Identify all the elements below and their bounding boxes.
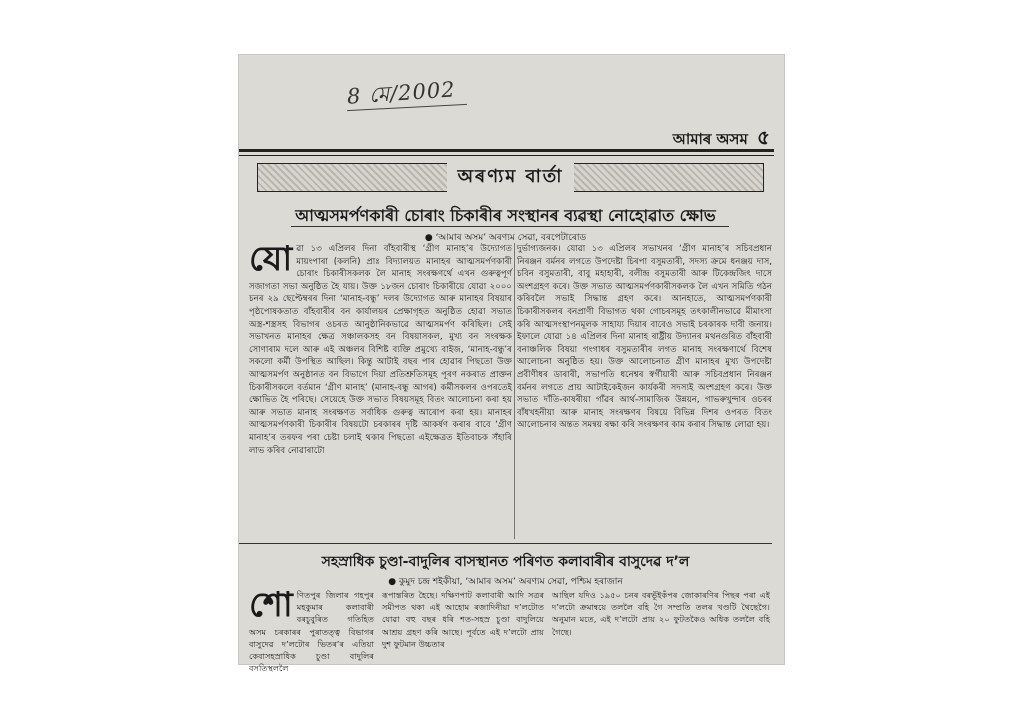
story2-byline: ● কুমুদ চন্দ্ৰ শইকীয়া, ‘আমাৰ অসম’ অৰণ্যম সেৱা, পশ্চিম হৰাজান [388, 577, 623, 587]
story2-column-1 [249, 585, 374, 674]
story2-column-1-text: ণিতপুৰ জিলাৰ গহপুৰ মহকুমাৰ কলাবাৰী বৰচুবুৰিত গতিহিত অসম চৰকাৰৰ পুৰাতত্ত্ব বিভাগৰ বাসুদেৱ দ’লটোৰ ভিতৰ’ৰ এতিয়া কেবাসহস্ৰাধিক চুণ্ডা বাদুলিৰ বসতিস্থললৈ [249, 590, 374, 674]
story1-dropcap: যো [249, 239, 293, 279]
story2-headline: সহস্ৰাধিক চুণ্ডা-বাদুলিৰ বাসস্থানত পৰিণত কলাবাৰীৰ বাসুদেৱ দ’ল [321, 554, 690, 570]
masthead-rule-thick [239, 149, 774, 152]
handwritten-date: 8 মে/2002 [346, 77, 457, 109]
story1-column-1 [249, 239, 512, 535]
story1-column-2: দুৰ্ভাগ্যজনক। যোৱা ১৩ এপ্ৰিলৰ সভাখনৰ ‘গ্ৰীণ মানাহ’ৰ সচিবপ্ৰধান নিৰঞ্জন বৰ্মনৰ লগতে উপদেষ্টা চিৰপা বসুমতাৰী, সদস্য ক্ৰমে ধনঞ্জয় দাস, চবিন বসুমতাৰী, বাবু মহাহাৰী, বলীন্দ্ৰ বসুমতাৰী আৰু টিকেন্দ্ৰজিৎ দাসে অংশগ্ৰহণ কৰে। উক্ত সভাত আত্মসমৰ্পণকাৰীসকলক লৈ এখন সমিতি গঠন কৰিবলৈ সভাই সিদ্ধান্ত গ্ৰহণ কৰে। আনহাতে, আত্মসমৰ্পণকাৰী চিকাৰীসকলৰ বনপ্ৰাণী বিভাগত থকা গোচৰসমূহ তৎকালীনভাৱে মীমাংসা কৰি আত্মসংস্থাপনমূলক সাহায্য দিয়াৰ বাবেও সভাই চৰকাৰক দাবী জনায়। ইফালে যোৱা ১৪ এপ্ৰিলৰ দিনা মানাহ ৰাষ্ট্ৰীয় উদ্যানৰ মথনগুৰিত বাঁহবাৰী বনাঞ্চলিক বিষয়া গংগাধৰ বসুমতাৰীৰ লগত মানাহ সংৰক্ষণাৰ্থে বিশেষ আলোচনা অনুষ্ঠিত হয়। উক্ত আলোচনাত গ্ৰীণ মানাহৰ মুখ্য উপদেষ্টা প্ৰবীণীধৰ ডাৰাৰী, সভাপতি ধনেশ্বৰ স্বৰ্গীয়াৰী আৰু সচিবপ্ৰধান নিৰঞ্জন বৰ্মনৰ লগতে প্ৰায় আটাইকেইজন কাৰ্যকৰী সদস্যই অংশগ্ৰহণ কৰে। উক্ত সভাত দাঁতি-কাষৰীয়া গাঁৱৰ আৰ্থ-সামাজিক উন্নয়ন, গাভৰুখুন্দাৰ ওচৰৰ বাঁধখহনীয়া আৰু মানাহ সংৰক্ষণৰ বিষয়ে বিভিন্ন দিশৰ ওপৰত বিতং আলোচনাৰ অন্তত সমন্বয় ৰক্ষা কৰি সংৰক্ষণৰ কাম কৰাৰ সিদ্ধান্ত লোৱা হয়। [517, 244, 772, 431]
newspaper-clipping [239, 55, 784, 674]
story1-byline: ● ‘আমাৰ অসম’ অৰণ্যম সেৱা, বৰপেটাৰোড [424, 233, 587, 243]
story2-column-2: ৰূপান্তৰিত হৈছে। দক্ষিণপাট কলাবাৰী আদি সত্ৰৰ সমীপত থকা এই আহোম ৰজাদিনীয়া দ’লটোত যোৱা বহু বছৰ ধৰি শত-সহস্ৰ চুণ্ডা বাদুলিয়ে আশ্ৰয় গ্ৰহণ কৰি আছে। পূৰ্বতে এই দ’লটো প্ৰায় দুশ ফুটমান উচ্চতাৰ [382, 590, 544, 649]
masthead-label: আমাৰ অসম [672, 130, 748, 148]
story1-headline: আত্মসমৰ্পণকাৰী চোৰাং চিকাৰীৰ সংস্থানৰ ব্যৱস্থা নোহোৱাত ক্ষোভ [295, 206, 716, 225]
story2-dropcap: শো [249, 585, 293, 625]
story1-column-1-text: ৱা ১৩ এপ্ৰিলৰ দিনা বাঁহবাৰীস্থ ‘গ্ৰীণ মানাহ’ৰ উদ্যোগত মায়ংপাৰা (কলনি) প্ৰাঃ বিদ্যালয়ত মানাহৰ আত্মসমৰ্পণকাৰী চোৰাং চিকাৰীসকলক লৈ মানাহ সংৰক্ষণৰ্থে এখন গুৰুত্বপূৰ্ণ সজাগতা সভা অনুষ্ঠিত হৈ যায়। উক্ত ১৮জন চোৰাং চিকাৰীয়ে যোৱা ২০০০ চনৰ ২৯ ছেপ্টেম্বৰৰ দিনা ‘মানাহ-বন্ধু’ দলৰ উদ্যোগত আৰু মানাহৰ বিষয়াৰ পৃষ্ঠপোষকতাত বাঁহবাৰীৰ বন কাৰ্যালয়ৰ প্ৰেক্ষাগৃহত অনুষ্ঠিত হোৱা সভাত অস্ত্ৰ-শস্ত্ৰসহ বিভাগৰ ওচৰত আনুষ্ঠানিকভাৱে আত্মসমৰ্পণ কৰিছিল। সেই সভাখনত মানাহৰ ক্ষেত্ৰ সঞ্চালকসহ বন বিষয়াসকল, মুখ্য বন সংৰক্ষক সোণাৰাম দলে আৰু এই অঞ্চলৰ বিশিষ্ট ব্যক্তি প্ৰমুখ্যে বাইজ, ‘মানাহ-বন্ধু’ৰ সকলো কৰ্মী উপস্থিত আছিল। কিন্তু আটাই বছৰ পাৰ হোৱাৰ পিছতো উক্ত আত্মসমৰ্পণ অনুষ্ঠানত বন বিভাগে দিয়া প্ৰতিশ্ৰুতিসমূহ পূৰণ নকৰাত প্ৰাক্তন চিকাৰীসকলে বৰ্তমান ‘গ্ৰীণ মানাহ’ (মানাহ-বন্ধু আগৰ) কৰ্মীসকলৰ ওপৰতেই ক্ষোভিত হৈ পৰিছে। সেয়েহে উক্ত সভাত বিষয়সমূহ বিতং আলোচনা কৰা হয় আৰু সভাত মানাহ সংৰক্ষণত সৰ্বাধিক গুৰুত্ব আৰোপ কৰা হয়। মানাহৰ আত্মসমৰ্পণকাৰী চিকাৰীৰ বিষয়টো চৰকাৰৰ দৃষ্টি আকৰ্ষণ কৰাৰ বাবে ‘গ্ৰীণ মানাহ’ৰ তৰফৰ পৰা চেষ্টা চলাই থকাৰ পিছতো এইক্ষেত্ৰত ইতিবাচক সঁহাৰি লাভ কৰিব নোৱাৰাটো [249, 244, 512, 456]
section-banner [257, 163, 764, 192]
story-separator [239, 543, 772, 544]
page-number: ৫ [757, 125, 770, 149]
column-divider [514, 243, 515, 539]
story2-column-3: আছিল যদিও ১৯৫০ চনৰ বৰভূঁইকঁপৰ জোকাৰণিৰ পিছৰ পৰা এই দ’লটো ক্ৰমান্বয়ে তললৈ বহি গৈ সম্প্ৰতি তলৰ খণ্ডটি থৈছেগৈ। অনুমান মতে, এই দ’লটো প্ৰায় ২০ ফুটতকৈও অধিক তললৈ বহি গৈছে। [552, 590, 770, 637]
masthead-rule-thin [239, 155, 774, 156]
section-banner-title: অৰণ্যম বাৰ্তা [447, 162, 573, 193]
story1-headline-underline [291, 226, 729, 227]
